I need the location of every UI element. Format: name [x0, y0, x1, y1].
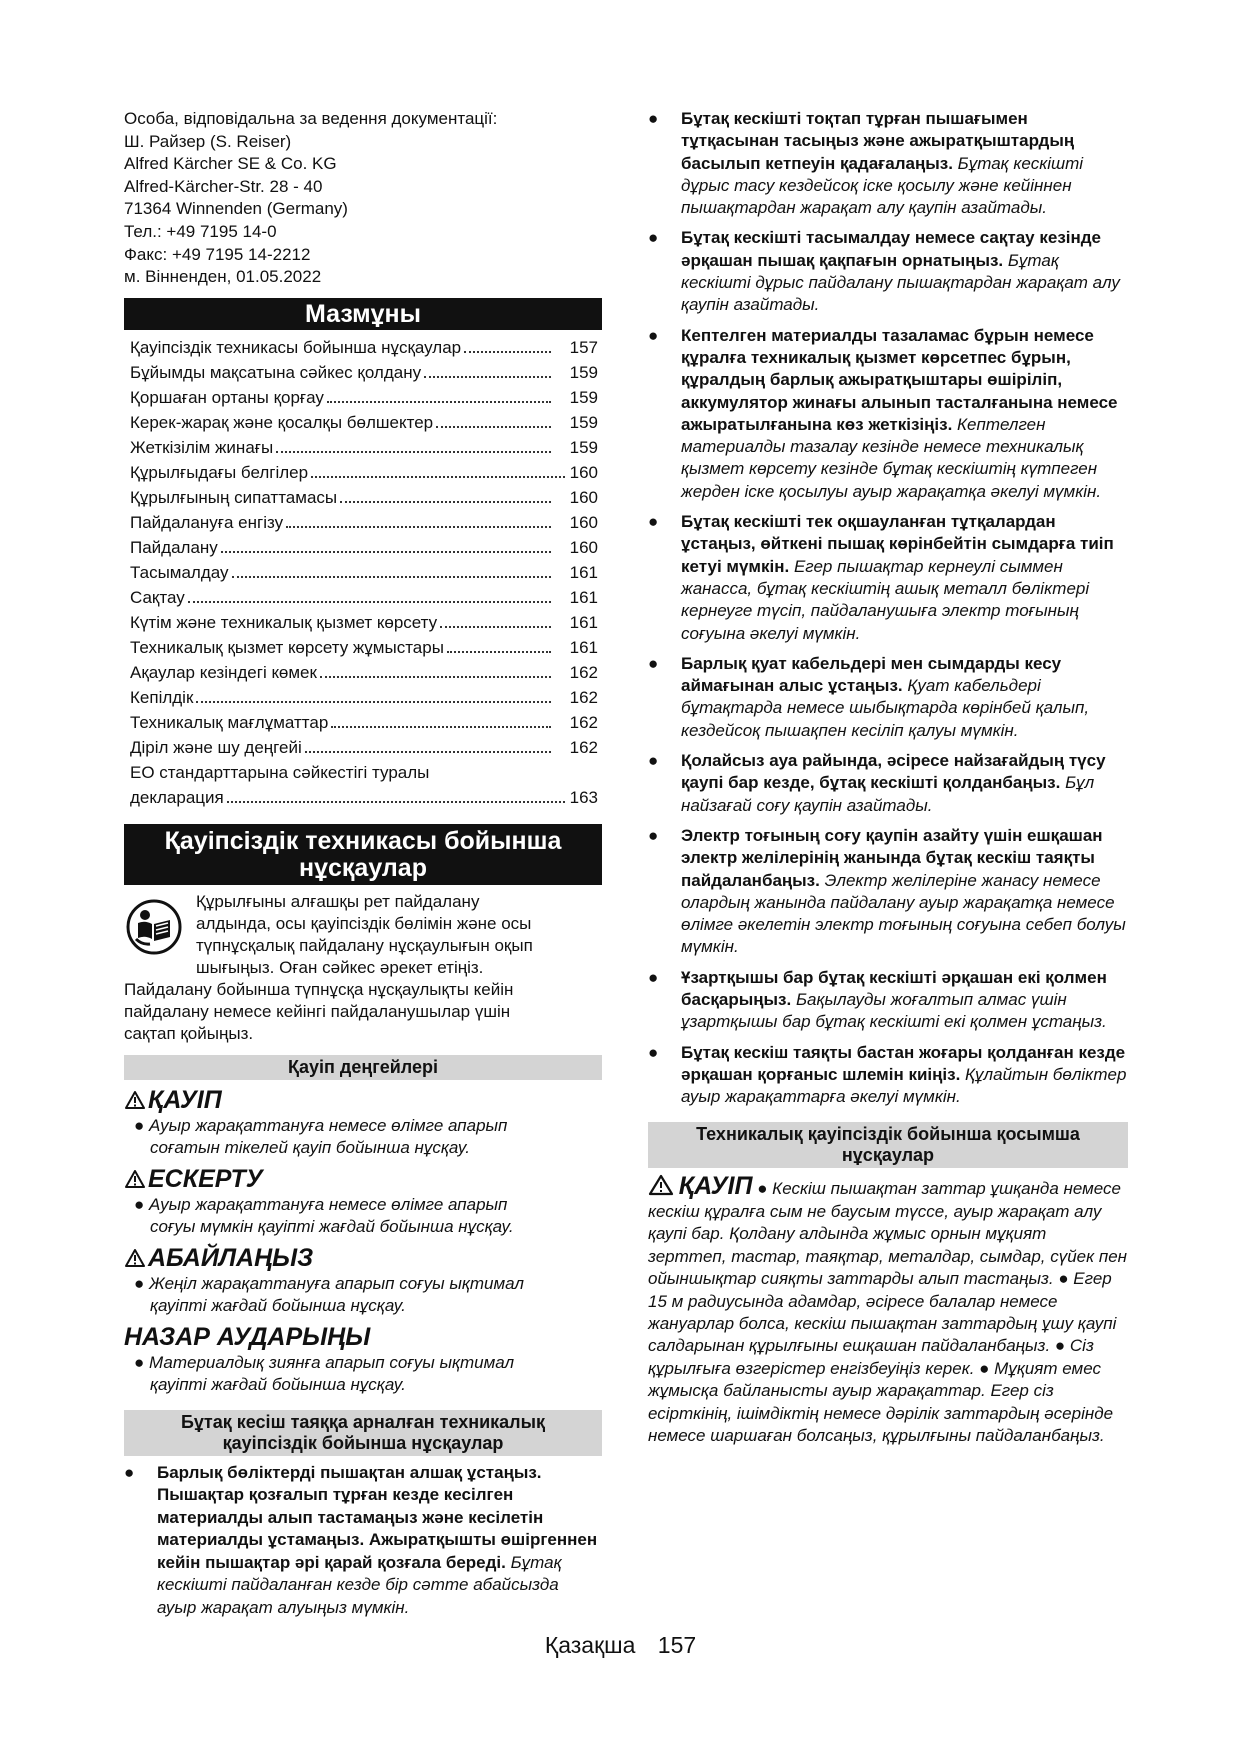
hazard-level-desc	[124, 1115, 602, 1159]
address-line: Alfred Kärcher SE & Co. KG	[124, 154, 337, 174]
bullet-bold-text: Барлық қуат кабельдері мен сымдарды кесу аймағынан алыс ұстаңыз.	[681, 653, 1062, 696]
toc-item-title: Тасымалдау	[130, 562, 229, 582]
list-item	[648, 325, 1128, 503]
bullet-italic-text: Бұл найзағай соғу қаупін азайтады.	[681, 773, 1095, 815]
toc-leader	[188, 601, 551, 603]
address-line: м. Вінненден, 01.05.2022	[124, 267, 322, 287]
list-item	[648, 825, 1128, 959]
toc-item[interactable]	[130, 535, 598, 560]
warning-triangle-icon	[648, 1179, 679, 1198]
warning-triangle-icon	[124, 1169, 146, 1189]
hazard-level-desc	[124, 1194, 602, 1238]
extra-safety-heading	[648, 1122, 1128, 1168]
footer-language: Қазақша	[544, 1632, 636, 1658]
toc-leader	[424, 376, 551, 378]
branch-safety-heading	[124, 1410, 602, 1456]
toc-item[interactable]	[130, 685, 598, 710]
toc-item-page: 163	[569, 787, 598, 807]
toc-item-title: Діріл және шу деңгейі	[130, 737, 302, 757]
desc-line: Ауыр жарақаттануға немесе өлімге апарып	[149, 1194, 508, 1214]
toc-item-title: Пайдалануға енгізу	[130, 512, 284, 532]
list-item	[648, 750, 1128, 817]
list-item	[124, 1462, 602, 1620]
toc-item[interactable]	[130, 410, 598, 435]
warning-triangle-icon	[124, 1248, 146, 1268]
toc-leader	[440, 626, 551, 628]
bullet-icon: ●	[648, 1042, 659, 1062]
danger-word: ҚАУІП	[678, 1172, 753, 1201]
heading-line: нұсқаулар	[841, 1145, 935, 1166]
bullet-italic-text: Кептелген материалды тазалау кезінде немесе техникалық қызмет көрсету кезінде бұтақ кескіштің күтпеген жерден іске қосылуы ауыр жарақатқа әкелуі мүмкін.	[681, 414, 1102, 501]
toc-item-title: Техникалық қызмет көрсету жұмыстары	[130, 637, 444, 657]
bullet-icon: ●	[124, 1462, 135, 1482]
left-column	[124, 108, 602, 1625]
bullet-icon: ●	[648, 825, 659, 845]
intro-line: Құрылғыны алғашқы рет пайдалану	[196, 891, 480, 911]
toc-item-title: Техникалық мағлұматтар	[130, 712, 329, 732]
toc-item[interactable]	[130, 635, 598, 660]
desc-line: соғатын тікелей қауіп бойынша нұсқау.	[150, 1137, 470, 1157]
toc-item[interactable]	[130, 485, 598, 510]
right-column	[648, 108, 1128, 1447]
toc-item-title: Бұйымды мақсатына сәйкес қолдану	[130, 362, 422, 382]
address-block	[124, 108, 602, 289]
intro-line: алдында, осы қауіпсіздік бөлімін және осы	[196, 913, 532, 933]
toc-leader	[331, 726, 551, 728]
bullet-italic-text: Бұтақ кескішті дұрыс тасу кездейсоқ іске қосылу және кейіннен пышақтардан жарақат алу қаупін азайтады.	[681, 153, 1084, 218]
bullet-icon: ●	[648, 325, 659, 345]
bullet-italic-text: Қуат кабельдері бұтақтарда немесе шыбықтарда көрінбей қалып, кездейсоқ пышақпен кесіліп қалуы мүмкін.	[681, 676, 1090, 740]
toc-leader	[196, 701, 551, 703]
toc-item-title: Құрылғының сипаттамасы	[130, 487, 338, 507]
bullet-icon: ●	[134, 1273, 145, 1293]
address-line: 71364 Winnenden (Germany)	[124, 199, 348, 219]
toc-item-title: Қоршаған ортаны қорғау	[130, 387, 324, 407]
toc-leader	[447, 651, 551, 653]
right-bullet-list	[648, 108, 1128, 1108]
warning-triangle-icon	[124, 1090, 146, 1110]
intro-line: шығыңыз. Оған сәйкес әрекет етіңіз.	[196, 957, 484, 977]
toc-item[interactable]	[130, 585, 598, 610]
toc-item-page: 157	[569, 337, 598, 357]
toc-item-title: Қауіпсіздік техникасы бойынша нұсқаулар	[130, 337, 462, 357]
keep-line: сақтап қойыңыз.	[124, 1023, 254, 1043]
list-item	[648, 1042, 1128, 1109]
bullet-bold-text: Ұзартқышы бар бұтақ кескішті әрқашан екі қолмен басқарыңыз.	[681, 967, 1107, 1009]
toc-title: Мазмұны	[124, 298, 602, 330]
bullet-bold-text: Электр тоғының соғу қаупін азайту үшін ешқашан электр желілерінің жанында бұтақ кескіш таяқты пайдаланбаңыз.	[681, 825, 1103, 890]
bullet-italic-text: Бұтақ кескішті пайдаланған кезде бір сәтте абайсызда ауыр жарақат алуыңыз мүмкін.	[157, 1552, 562, 1617]
bullet-italic-text: Бақылауды жоғалтып алмас үшін ұзартқышы бар бұтақ кескішті екі қолмен ұстаңыз.	[681, 989, 1107, 1032]
toc-item-page: 162	[569, 687, 598, 707]
toc-leader	[232, 576, 551, 578]
toc-item-page: 162	[569, 662, 598, 682]
bullet-italic-text: Бұтақ кескішті дұрыс пайдалану пышақтардан жарақат алу қаупін азайтады.	[681, 250, 1120, 315]
toc-item-page: 159	[569, 437, 598, 457]
hazard-level-desc	[124, 1352, 602, 1396]
toc-item[interactable]	[130, 360, 598, 385]
toc-item-page: 159	[569, 412, 598, 432]
toc-item-page: 159	[569, 387, 598, 407]
extra-danger-text	[648, 1174, 1128, 1447]
toc-item[interactable]	[130, 560, 598, 585]
bullet-italic-text: Электр желілеріне жанасу немесе олардың жанында пайдалану ауыр жарақатқа немесе өлімге әкелетін электр тоғының соғуына себеп болуы мүмкін.	[681, 870, 1126, 957]
bullet-icon: ●	[648, 512, 659, 532]
toc-item[interactable]	[130, 435, 598, 460]
left-bullet-list	[124, 1462, 602, 1620]
toc-leader	[464, 351, 551, 353]
list-item	[648, 511, 1128, 645]
toc-item[interactable]	[130, 510, 598, 535]
toc-item-title: Құрылғыдағы белгілер	[130, 462, 309, 482]
bullet-bold-text: Бұтақ кескіш таяқты бастан жоғары қолданған кезде әрқашан қорғаныс шлемін киіңіз.	[681, 1042, 1126, 1084]
desc-line: Жеңіл жарақаттануға апарып соғуы ықтимал	[149, 1273, 524, 1293]
toc-item-title: декларация	[130, 787, 224, 807]
hazard-level-title	[124, 1244, 602, 1272]
desc-line: Материалдық зиянға апарып соғуы ықтимал	[149, 1352, 515, 1372]
toc-leader	[305, 751, 551, 753]
address-line: Alfred-Kärcher-Str. 28 - 40	[124, 176, 323, 196]
heading-line: қауіпсіздік бойынша нұсқаулар	[222, 1432, 504, 1453]
toc-leader	[311, 476, 565, 478]
toc-item-page: 162	[569, 737, 598, 757]
bullet-icon: ●	[648, 967, 659, 987]
toc-leader	[340, 501, 551, 503]
toc-item[interactable]	[130, 735, 598, 760]
toc-item-page: 161	[569, 637, 598, 657]
page-footer	[0, 1632, 1241, 1659]
keep-line: пайдалану немесе кейінгі пайдаланушылар үшін	[124, 1001, 511, 1021]
hazard-level-title	[124, 1165, 602, 1193]
desc-line: қауіпті жағдай бойынша нұсқау.	[150, 1295, 406, 1315]
bullet-italic-text: Егер пышақтар кернеулі сыммен жанасса, бұтақ кескіштің ашық металл бөліктері кернеуге түсіп, пайдаланушыға электр тоғының соғуына әкелуі мүмкін.	[681, 556, 1090, 643]
bullet-icon: ●	[134, 1352, 145, 1372]
hazard-levels-heading: Қауіп деңгейлері	[124, 1055, 602, 1080]
toc-item-title: Сақтау	[130, 587, 185, 607]
desc-line: соғуы мүмкін қауіпті жағдай бойынша нұсқау.	[150, 1216, 514, 1236]
toc-item-page: 161	[569, 562, 598, 582]
toc-item-page: 161	[569, 612, 598, 632]
toc-item-title: Күтім және техникалық қызмет көрсету	[130, 612, 438, 632]
bullet-bold-text: Қолайсыз ауа райында, әсіресе найзағайдың түсу қаупі бар кезде, бұтақ кескішті қолданбаңыз.	[681, 751, 1106, 793]
list-item	[648, 967, 1128, 1034]
toc-item[interactable]	[130, 760, 598, 810]
toc-leader	[276, 451, 551, 453]
extra-text: ● Кескіш пышақтан заттар ұшқанда немесе кескіш құралға сым не баусым түссе, ауыр жарақат алу қаупі бар. Қолдану алдында жұмыс орнын мұқият зерттеп, тастар, таяқтар, металдар, сымдар, сүйек пен ойыншықтар сияқты заттарды алып тастаңыз. ● Егер 15 м радиусында адамдар, әсіресе балалар немесе жануарлар болса, кескіш пышақтан заттардың ұшу қаупі салдарынан құрылғыны ешқашан пайдаланбаңыз. ● Сіз құрылғыға өзгерістер енгізбеуіңіз керек. ● Мұқият емес жұмысқа байланысты ауыр жарақаттар. Егер сіз есірткінің, ішімдіктің немесе дәрілік заттардың әсерінде немесе шаршаған болсаңыз, құрылғыны пайдаланбаңыз.	[648, 1179, 1128, 1445]
bullet-italic-text: Құлайтын бөліктер ауыр жарақаттарға әкелуі мүмкін.	[681, 1064, 1127, 1107]
table-of-contents	[124, 335, 602, 810]
bullet-icon: ●	[648, 653, 659, 673]
bullet-bold-text: Бұтақ кескішті тасымалдау немесе сақтау кезінде әрқашан пышақ қақпағын орнатыңыз.	[681, 228, 1102, 270]
bullet-icon: ●	[648, 109, 659, 128]
address-line: Факс: +49 7195 14-2212	[124, 244, 311, 264]
bullet-bold-text: Бұтақ кескішті тоқтап тұрған пышағымен тұтқасынан тасыңыз және ажыратқыштардың басылып кетпеуін қадағалаңыз.	[681, 109, 1075, 173]
toc-item-title: Керек-жарақ және қосалқы бөлшектер	[130, 412, 434, 432]
address-line: Особа, відповідальна за ведення документації:	[124, 109, 498, 128]
toc-item[interactable]	[130, 460, 598, 485]
toc-item[interactable]	[130, 385, 598, 410]
toc-leader	[436, 426, 551, 428]
toc-item-title: Жеткізілім жинағы	[130, 437, 274, 457]
intro-block	[124, 891, 602, 1045]
bullet-icon: ●	[648, 228, 659, 248]
toc-item-title: Пайдалану	[130, 537, 218, 557]
list-item	[648, 227, 1128, 316]
hazard-level-title	[124, 1323, 602, 1351]
toc-item[interactable]	[130, 660, 598, 685]
intro-line: түпнұсқалық пайдалану нұсқаулығын оқып	[196, 935, 533, 955]
safety-title	[124, 824, 602, 885]
hazard-level-name: ҚАУІП	[148, 1085, 222, 1114]
read-manual-icon	[126, 899, 182, 955]
desc-line: Ауыр жарақаттануға немесе өлімге апарып	[149, 1115, 508, 1135]
toc-leader	[286, 526, 551, 528]
page-number: 157	[657, 1632, 697, 1658]
intro-text	[196, 891, 602, 979]
safety-title-line: Қауіпсіздік техникасы бойынша	[164, 826, 562, 855]
toc-item-page: 161	[569, 587, 598, 607]
hazard-level-desc	[124, 1273, 602, 1317]
bullet-icon: ●	[134, 1115, 145, 1135]
toc-item-page: 160	[569, 487, 598, 507]
heading-line: Бұтақ кесіш таяққа арналған техникалық	[180, 1411, 546, 1432]
toc-item-page: 159	[569, 362, 598, 382]
bullet-bold-text: Бұтақ кескішті тек оқшауланған тұтқалардан ұстаңыз, өйткені пышақ көрінбейтін сымдарға тиіп кетуі мүмкін.	[681, 512, 1114, 576]
address-line: Ш. Райзер (S. Reiser)	[124, 131, 292, 151]
toc-item[interactable]	[130, 710, 598, 735]
hazard-level-name: АБАЙЛАҢЫЗ	[148, 1243, 314, 1272]
hazard-level-name: ЕСКЕРТУ	[148, 1164, 263, 1193]
hazard-level-title	[124, 1086, 602, 1114]
hazard-levels	[124, 1086, 602, 1396]
address-line: Тел.: +49 7195 14-0	[124, 221, 277, 241]
toc-item-page: 160	[569, 537, 598, 557]
toc-leader	[320, 676, 551, 678]
toc-item-title: Кепілдік	[130, 687, 194, 707]
keep-manual-text	[124, 979, 602, 1045]
heading-line: Техникалық қауіпсіздік бойынша қосымша	[696, 1124, 1080, 1145]
toc-leader	[327, 401, 551, 403]
keep-line: Пайдалану бойынша түпнұсқа нұсқаулықты кейін	[124, 979, 514, 999]
toc-item[interactable]	[130, 335, 598, 360]
toc-item[interactable]	[130, 610, 598, 635]
bullet-icon: ●	[134, 1194, 145, 1214]
list-item	[648, 108, 1128, 219]
toc-item-title: ЕО стандарттарына сәйкестігі туралы	[130, 762, 430, 782]
desc-line: қауіпті жағдай бойынша нұсқау.	[150, 1374, 406, 1394]
safety-title-line: нұсқаулар	[299, 853, 427, 882]
bullet-bold-text: Кептелген материалды тазаламас бұрын немесе құралға техникалық қызмет көрсетпес бұрын, құралдың барлық ажыратқыштары өшіріліп, аккумулятор жинағы алынып тасталғанына немесе ажыратылғанына көз жеткізіңіз.	[681, 325, 1118, 434]
toc-item-page: 160	[569, 512, 598, 532]
toc-item-page: 162	[569, 712, 598, 732]
toc-leader	[221, 551, 551, 553]
bullet-bold-text: Барлық бөліктерді пышақтан алшақ ұстаңыз. Пышақтар қозғалып тұрған кезде кесілген материалды алып тастамаңыз және кесілетін материалды ұстамаңыз. Ажыратқышты өшіргеннен кейін пышақтар әрі қарай қозғала береді.	[157, 1462, 598, 1572]
toc-item-title: Ақаулар кезіндегі көмек	[130, 662, 317, 682]
toc-leader	[227, 801, 565, 803]
toc-item-page: 160	[569, 462, 598, 482]
hazard-level-name: НАЗАР АУДАРЫҢЫ	[124, 1322, 371, 1351]
bullet-icon: ●	[648, 751, 659, 771]
list-item	[648, 653, 1128, 742]
